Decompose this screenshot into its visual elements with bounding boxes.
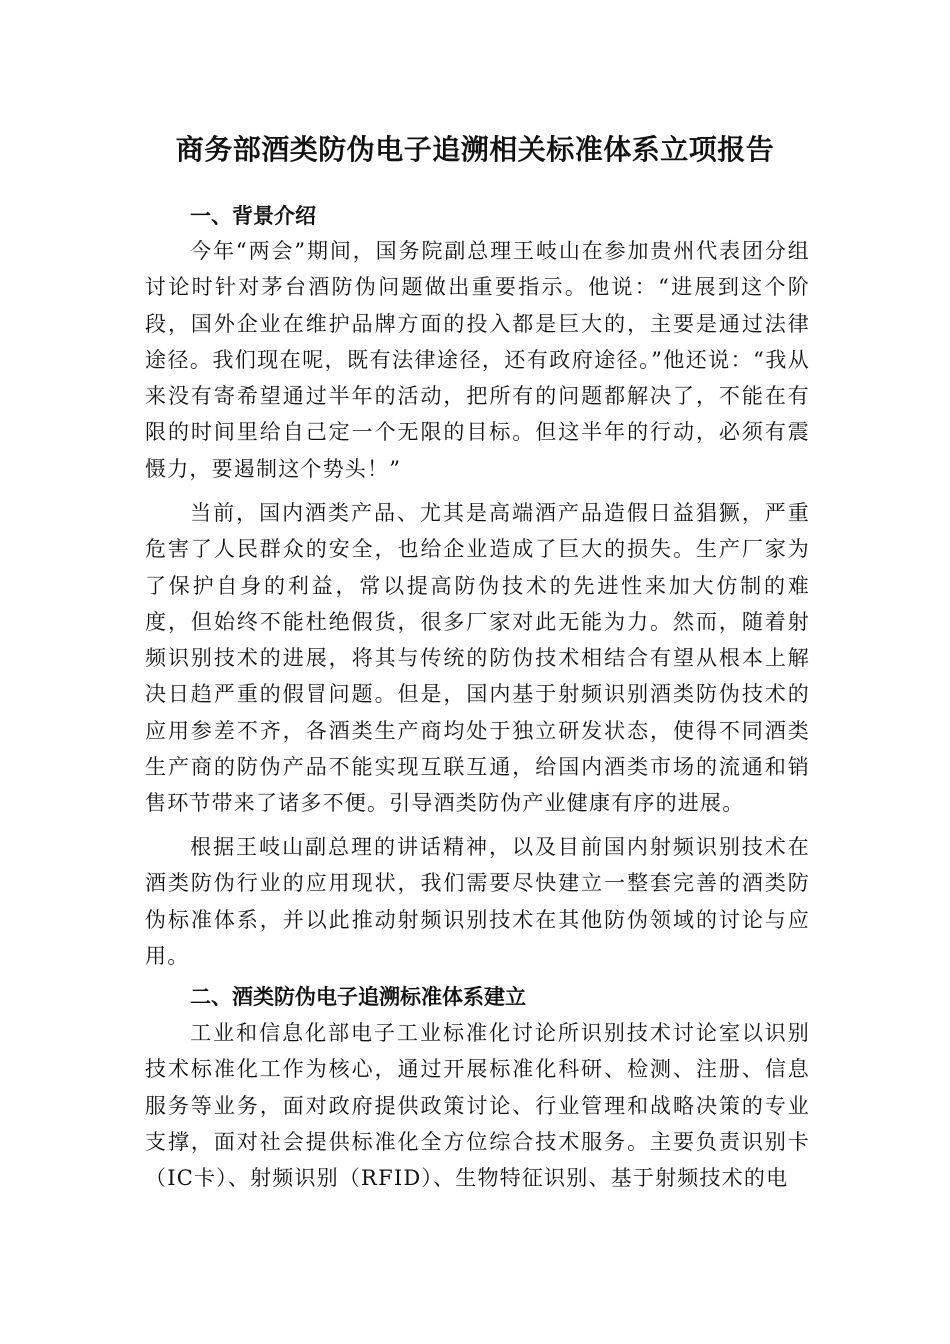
section-heading-standard-system: 二、酒类防伪电子追溯标准体系建立 <box>190 984 526 1009</box>
section-heading-background: 一、背景介绍 <box>190 203 316 228</box>
paragraph-background-3: 根据王岐山副总理的讲话精神，以及目前国内射频识别技术在酒类防伪行业的应用现状，我们需要尽快建立一整套完善的酒类防伪标准体系，并以此推动射频识别技术在其他防伪领域的讨论与应用。 <box>145 835 810 968</box>
document-title: 商务部酒类防伪电子追溯相关标准体系立项报告 <box>175 133 775 166</box>
paragraph-background-1: 今年“两会”期间，国务院副总理王岐山在参加贵州代表团分组讨论时针对茅台酒防伪问题做出重要指示。他说：“进展到这个阶段，国外企业在维护品牌方面的投入都是巨大的，主要是通过法律途径。我们现在呢，既有法律途径，还有政府途径。”他还说：“我从来没有寄希望通过半年的活动，把所有的问题都解决了，不能在有限的时间里给自己定一个无限的目标。但这半年的行动，必须有震慑力，要遏制这个势头！” <box>145 239 810 481</box>
paragraph-background-2: 当前，国内酒类产品、尤其是高端酒产品造假日益猖獗，严重危害了人民群众的安全，也给企业造成了巨大的损失。生产厂家为了保护自身的利益，常以提高防伪技术的先进性来加大仿制的难度，但始终不能杜绝假货，很多厂家对此无能为力。然而，随着射频识别技术的进展，将其与传统的防伪技术相结合有望从根本上解决日趋严重的假冒问题。但是，国内基于射频识别酒类防伪技术的应用参差不齐，各酒类生产商均处于独立研发状态，使得不同酒类生产商的防伪产品不能实现互联互通，给国内酒类市场的流通和销售环节带来了诸多不便。引导酒类防伪产业健康有序的进展。 <box>145 501 810 816</box>
paragraph-standard-system-1: 工业和信息化部电子工业标准化讨论所识别技术讨论室以识别技术标准化工作为核心，通过开展标准化科研、检测、注册、信息服务等业务，面对政府提供政策讨论、行业管理和战略决策的专业支撑，面对社会提供标准化全方位综合技术服务。主要负责识别卡（IC卡）、射频识别（RFID）、生物特征识别、基于射频技术的电 <box>145 1021 810 1191</box>
